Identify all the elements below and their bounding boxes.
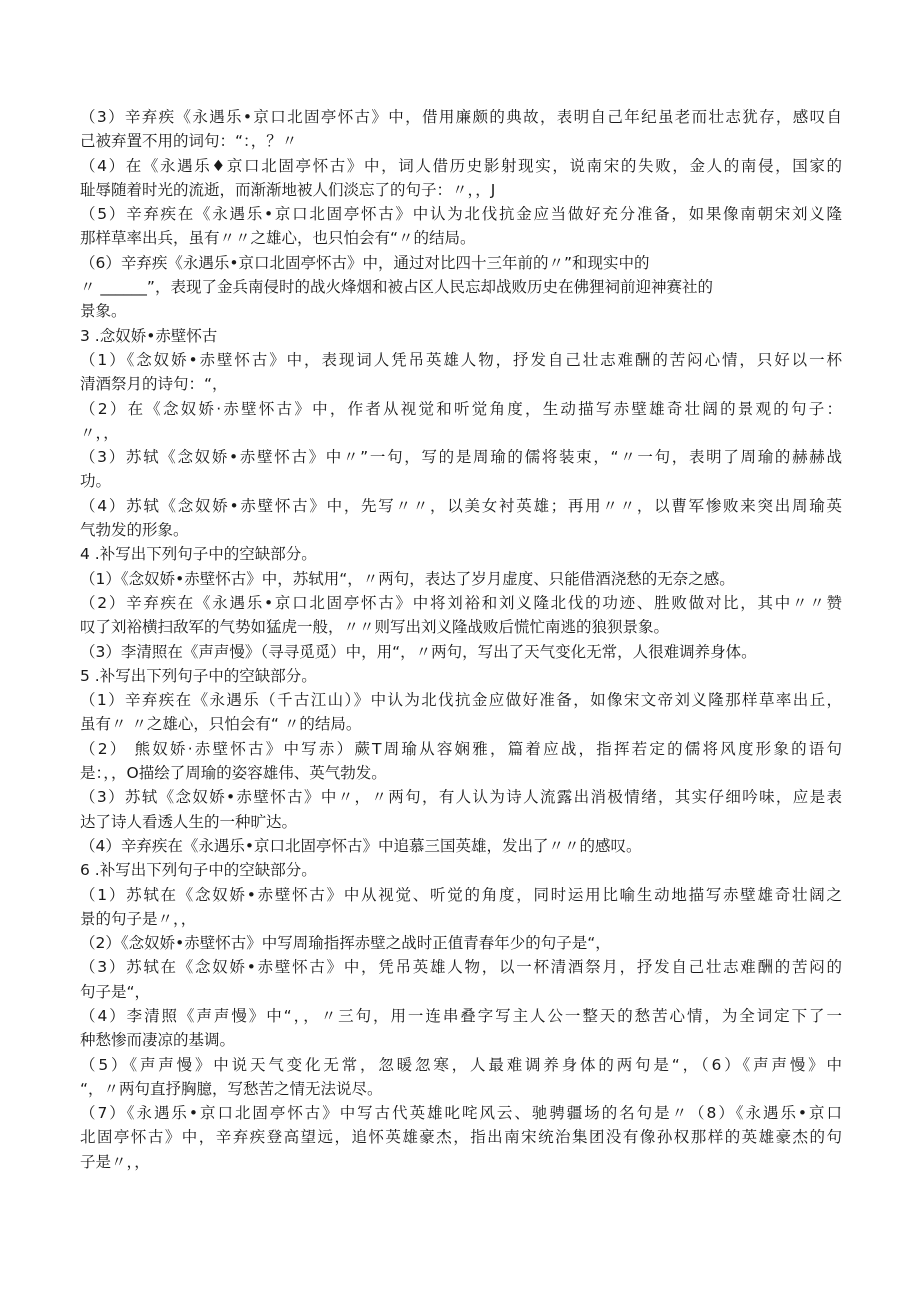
text-line: （2）辛弃疾在《永遇乐•京口北固亭怀古》中将刘裕和刘义隆北伐的功迹、胜败做对比，其中〃〃赞 [80, 593, 842, 612]
text-line: 耻辱随着时光的流逝，而渐渐地被人们淡忘了的句子：〃，，J [80, 180, 496, 199]
text-line: 功。 [80, 472, 112, 491]
text-line: （7）《永遇乐•京口北固亭怀古》中写古代英雄叱咤风云、驰骋疆场的名句是〃（8）《永遇乐•京口 [80, 1104, 842, 1123]
text-line: （1）《念奴娇•赤壁怀古》中，苏轼用“，〃两句，表达了岁月虚度、只能借酒浇愁的无奈之感。 [80, 569, 735, 588]
text-line: （3）苏轼《念奴娇•赤壁怀古》中〃”一句，写的是周瑜的儒将装束，“〃一句，表明了周瑜的赫赫战 [80, 448, 842, 467]
text-line: （4）李清照《声声慢》中“，，〃三句，用一连串叠字写主人公一整天的愁苦心情，为全词定下了一 [80, 1006, 842, 1025]
text-line: （1）苏轼在《念奴娇•赤壁怀古》中从视觉、听觉的角度，同时运用比喻生动地描写赤壁雄奇壮阔之 [80, 885, 842, 904]
text-line: 句子是“， [80, 982, 151, 1001]
text-line: 气勃发的形象。 [80, 521, 189, 540]
text-line: 是：，，O描绘了周瑜的姿容雄伟、英气勃发。 [80, 764, 387, 783]
section-heading: 5 .补写出下列句子中的空缺部分。 [80, 666, 317, 685]
document-body [80, 105, 842, 1174]
text-line: 景象。 [80, 302, 127, 321]
text-line: （3）苏轼《念奴娇•赤壁怀古》中〃，〃两句，有人认为诗人流露出消极情绪，其实仔细吟味，应是表 [80, 788, 842, 807]
text-line: 〃，， [80, 423, 119, 442]
text-line: 景的句子是〃，， [80, 909, 197, 928]
text-line: 虽有〃 〃之雄心，只怕会有“ 〃的结局。 [80, 715, 362, 734]
text-line: （4）辛弃疾在《永遇乐•京口北固亭怀古》中追慕三国英雄，发出了〃〃的感叹。 [80, 836, 642, 855]
text-line: 那样草率出兵，虽有〃〃之雄心，也只怕会有“〃的结局。 [80, 229, 476, 248]
text-line: 北固亭怀古》中，辛弃疾登高望远，追怀英雄豪杰，指出南宋统治集团没有像孙权那样的英雄豪杰的句 [80, 1128, 842, 1147]
text-line: （1）《念奴娇•赤壁怀古》中，表现词人凭吊英雄人物，抒发自己壮志难酬的苦闷心情，只好以一杯 [80, 350, 842, 369]
text-line: 〃 ______”，表现了金兵南侵时的战火烽烟和被占区人民忘却战败历史在佛狸祠前迎神赛社的 [80, 278, 713, 297]
text-line: 达了诗人看透人生的一种旷达。 [80, 812, 298, 831]
text-line: （6）辛弃疾《永遇乐•京口北固亭怀古》中，通过对比四十三年前的〃”和现实中的 [80, 253, 650, 272]
section-heading: 3 .念奴娇•赤壁怀古 [80, 326, 218, 345]
section-heading: 4 .补写出下列句子中的空缺部分。 [80, 545, 317, 564]
text-line: （3）辛弃疾《永遇乐•京口北固亭怀古》中，借用廉颇的典故，表明自己年纪虽老而壮志犹存，感叹自 [80, 108, 842, 126]
text-line: （3）李清照在《声声慢》（寻寻觅觅）中，用“，〃两句，写出了天气变化无常，人很难调养身体。 [80, 642, 757, 661]
text-line: 己被弃置不用的词句：“：，？〃 [80, 132, 298, 151]
text-line: （5）辛弃疾在《永遇乐•京口北固亭怀古》中认为北伐抗金应当做好充分准备，如果像南朝宋刘义隆 [80, 205, 842, 224]
text-line: （2） 熊奴娇·赤壁怀古》中写赤）蕨T周瑜从容娴雅，篇着应战，指挥若定的儒将风度形象的语句 [80, 739, 842, 758]
text-line: （2）在《念奴娇·赤壁怀古》中，作者从视觉和听觉角度，生动描写赤壁雄奇壮阔的景观的句子： [80, 399, 842, 418]
text-line: （4）在《永遇乐♦京口北固亭怀古》中，词人借历史影射现实，说南宋的失败，金人的南侵，国家的 [80, 156, 842, 175]
text-line: 叹了刘裕横扫敌军的气势如猛虎一般，〃〃则写出刘义隆战败后慌忙南逃的狼狈景象。 [80, 618, 670, 637]
text-line: 种愁惨而凄凉的基调。 [80, 1031, 236, 1050]
text-line: 子是〃，， [80, 1152, 150, 1171]
text-line: （2）《念奴娇•赤壁怀古》中写周瑜指挥赤壁之战时正值青春年少的句子是“， [80, 934, 611, 953]
text-line: （4）苏轼《念奴娇•赤壁怀古》中，先写〃〃，以美女衬英雄；再用〃〃，以曹军惨败来突出周瑜英 [80, 496, 842, 515]
text-line: （5）《声声慢》中说天气变化无常，忽暖忽寒，人最难调养身体的两句是“，（6）《声声慢》中 [80, 1055, 842, 1074]
text-line: （1）辛弃疾在《永遇乐（千古江山）》中认为北伐抗金应做好准备，如像宋文帝刘义隆那样草率出丘， [80, 691, 842, 710]
text-line: （3）苏轼在《念奴娇•赤壁怀古》中，凭吊英雄人物，以一杯清酒祭月，抒发自己壮志难酬的苦闷的 [80, 958, 842, 977]
text-line: 清酒祭月的诗句：“， [80, 375, 228, 394]
section-heading: 6 .补写出下列句子中的空缺部分。 [80, 861, 317, 880]
text-line: “，〃两句直抒胸臆，写愁苦之情无法说尽。 [80, 1079, 383, 1098]
